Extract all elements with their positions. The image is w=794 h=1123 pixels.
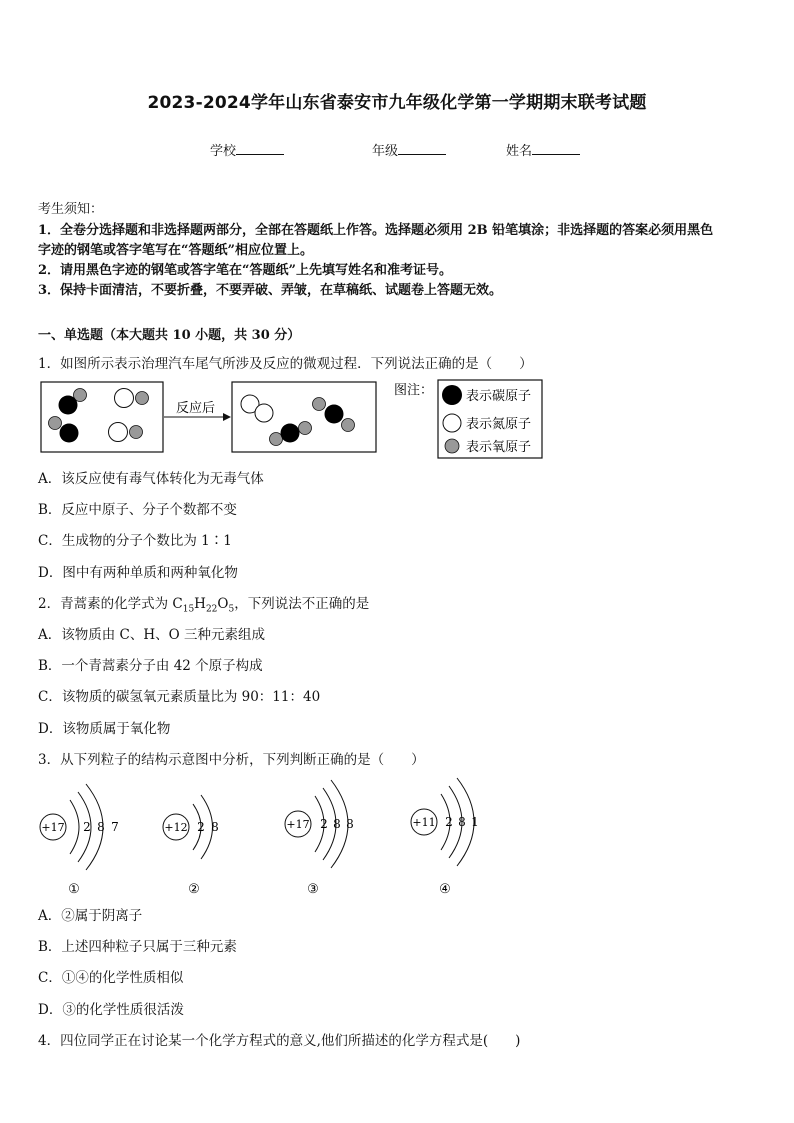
svg-text:+12: +12 [164, 821, 188, 834]
q1-option-b[interactable]: B．反应中原子、分子个数都不变 [38, 502, 237, 518]
name-blank[interactable] [532, 142, 580, 155]
svg-text:2: 2 [320, 817, 328, 831]
legend-carbon: 表示碳原子 [466, 389, 532, 404]
svg-text:④: ④ [439, 882, 451, 897]
nitrogen-legend-icon [443, 414, 461, 432]
notice-item-1-cont: 字迹的钢笔或答字笔写在“答题纸”相应位置上。 [38, 243, 313, 258]
oxygen-atom [342, 419, 355, 432]
legend-nitrogen: 表示氮原子 [466, 417, 532, 432]
q3-option-b[interactable]: B．上述四种粒子只属于三种元素 [38, 939, 237, 955]
oxygen-atom [49, 417, 62, 430]
q2-option-c[interactable]: C．该物质的碳氢氧元素质量比为 90：11：40 [38, 689, 321, 705]
carbon-atom [59, 396, 78, 415]
svg-text:2: 2 [83, 820, 91, 834]
notice-item-3: 3．保持卡面清洁，不要折叠，不要弄破、弄皱，在草稿纸、试题卷上答题无效。 [38, 283, 503, 298]
particle-3 [285, 780, 354, 897]
nitrogen-atom [115, 389, 134, 408]
particle-1 [40, 784, 119, 897]
q1-option-d[interactable]: D．图中有两种单质和两种氧化物 [38, 565, 238, 581]
svg-text:7: 7 [111, 820, 119, 834]
grade-blank[interactable] [398, 142, 446, 155]
q3-option-c[interactable]: C．①④的化学性质相似 [38, 970, 184, 986]
svg-text:2: 2 [197, 820, 205, 834]
nitrogen-atom [255, 404, 273, 422]
q3-stem: 3．从下列粒子的结构示意图中分析，下列判断正确的是（ ） [38, 752, 425, 768]
field-name: 姓名 [506, 140, 580, 159]
svg-text:①: ① [68, 882, 80, 897]
svg-text:③: ③ [307, 882, 319, 897]
svg-text:2: 2 [445, 815, 453, 829]
nitrogen-atom [109, 423, 128, 442]
oxygen-atom [136, 392, 149, 405]
after-box [232, 382, 376, 452]
q3-diagrams [30, 776, 500, 901]
electron-shell [70, 800, 79, 854]
notice-item-1: 1．全卷分选择题和非选择题两部分，全部在答题纸上作答。选择题必须用 2B 铅笔填涂；非选择题的答案必须用黑色 [38, 223, 714, 238]
svg-text:8: 8 [333, 817, 341, 831]
carbon-atom [281, 424, 300, 443]
q1-option-a[interactable]: A．该反应使有毒气体转化为无毒气体 [38, 471, 264, 487]
oxygen-atom [270, 433, 283, 446]
carbon-atom [325, 405, 344, 424]
legend-oxygen: 表示氧原子 [466, 440, 532, 455]
notice-item-2: 2．请用黑色字迹的钢笔或答字笔在“答题纸”上先填写姓名和准考证号。 [38, 263, 453, 278]
q2-option-a[interactable]: A．该物质由 C、H、O 三种元素组成 [38, 627, 266, 643]
oxygen-legend-icon [445, 439, 459, 453]
arrow-label: 反应后 [176, 401, 216, 416]
svg-text:+17: +17 [41, 821, 65, 834]
oxygen-atom [130, 426, 143, 439]
notice-block [38, 200, 758, 301]
q3-option-d[interactable]: D．③的化学性质很活泼 [38, 1002, 184, 1018]
svg-text:+17: +17 [286, 818, 310, 831]
svg-text:8: 8 [346, 817, 354, 831]
svg-text:8: 8 [97, 820, 105, 834]
svg-text:1: 1 [471, 815, 479, 829]
oxygen-atom [299, 422, 312, 435]
svg-text:8: 8 [458, 815, 466, 829]
q2-stem: 2．青蒿素的化学式为 $C_{15}H_{22}O_5$，下列说法不正确的是 [38, 596, 370, 615]
notice-heading: 考生须知： [38, 202, 104, 217]
q2-option-d[interactable]: D．该物质属于氧化物 [38, 721, 171, 737]
q3-option-a[interactable]: A．②属于阴离子 [38, 908, 143, 924]
section-heading: 一、单选题（本大题共 10 小题，共 30 分） [38, 328, 301, 343]
carbon-atom [60, 424, 79, 443]
legend-title: 图注： [394, 383, 434, 398]
q1-diagram [38, 374, 558, 464]
particle-4 [411, 778, 479, 897]
svg-text:②: ② [188, 882, 200, 897]
q4-stem: 4．四位同学正在讨论某一个化学方程式的意义,他们所描述的化学方程式是( ) [38, 1033, 521, 1049]
particle-2 [163, 795, 219, 897]
field-school: 学校 [210, 140, 284, 159]
q2-option-b[interactable]: B．一个青蒿素分子由 42 个原子构成 [38, 658, 263, 674]
svg-text:+11: +11 [412, 816, 436, 829]
oxygen-atom [313, 398, 326, 411]
carbon-legend-icon [442, 385, 462, 405]
q1-option-c[interactable]: C．生成物的分子个数比为 1∶1 [38, 533, 232, 549]
q1-stem: 1．如图所示表示治理汽车尾气所涉及反应的微观过程．下列说法正确的是（ ） [38, 356, 533, 372]
svg-text:8: 8 [211, 820, 219, 834]
exam-title: 2023-2024学年山东省泰安市九年级化学第一学期期末联考试题 [147, 93, 647, 113]
arrow-head [223, 413, 231, 421]
school-blank[interactable] [236, 142, 284, 155]
field-grade: 年级 [372, 140, 446, 159]
